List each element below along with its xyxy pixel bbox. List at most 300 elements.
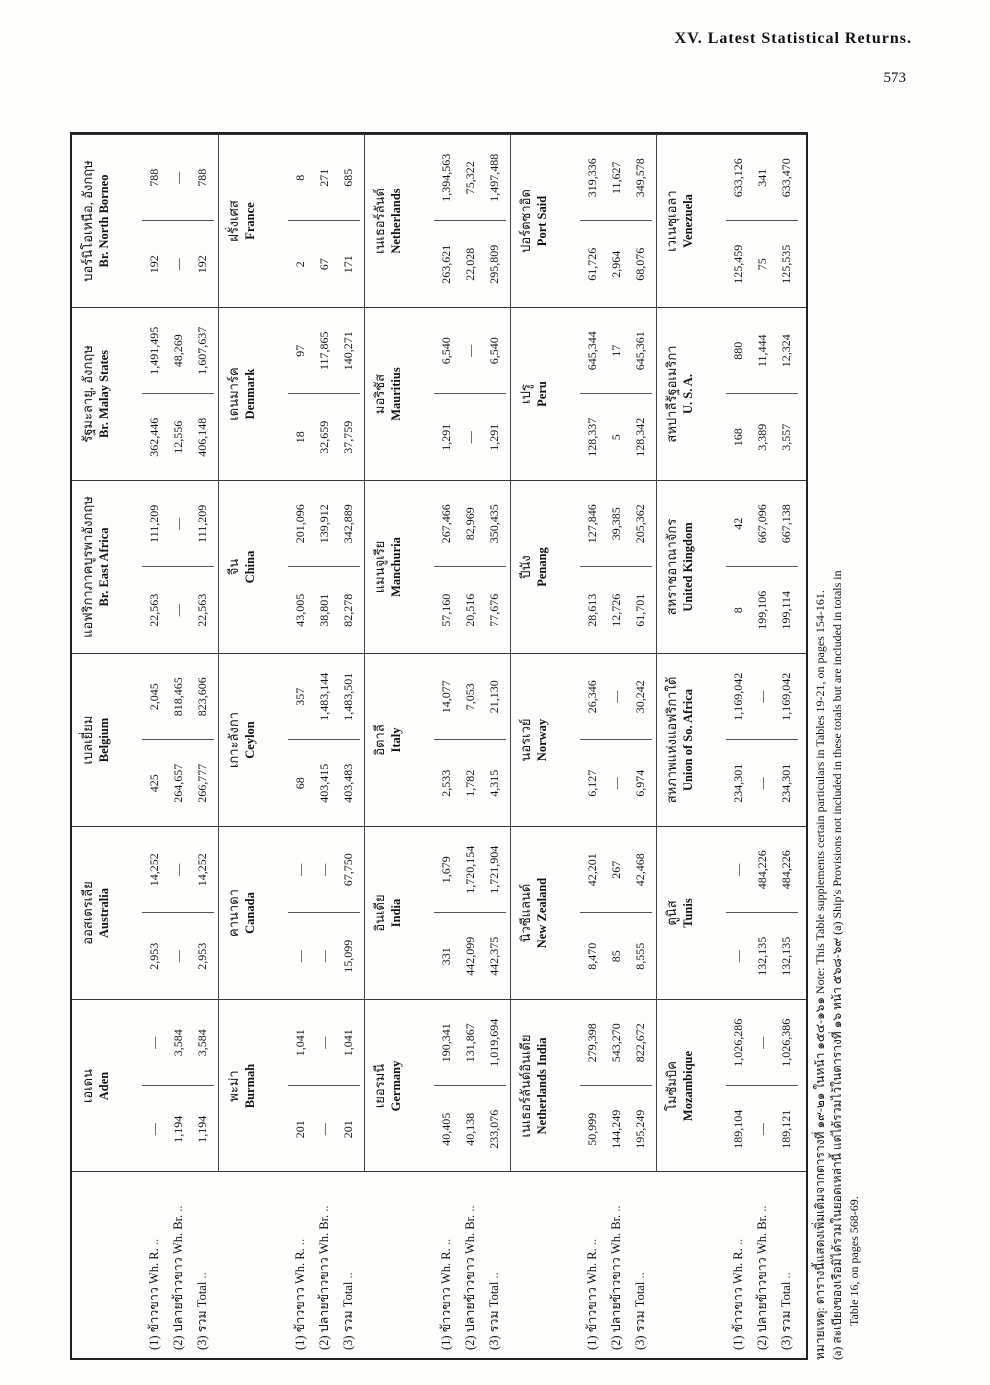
row-label-english: Total: [341, 1281, 355, 1308]
country-name-english: United Kingdom: [681, 522, 695, 612]
country-name-english: Norway: [535, 718, 549, 762]
country-name-english: Mozambique: [681, 1050, 695, 1122]
country-name-english: Italy: [389, 727, 403, 753]
value-row: [774, 654, 798, 826]
quantity-value: 4,315: [482, 740, 506, 827]
block-divider: [218, 134, 219, 1172]
country-name-english: Tunis: [681, 898, 695, 928]
quantity-value: 2,953: [142, 913, 166, 1000]
value-row: [434, 481, 458, 653]
value-value: 484,226: [779, 850, 793, 890]
country-name-english: Netherlands India: [535, 1037, 549, 1135]
row-label: [628, 1174, 652, 1350]
country-name: [226, 135, 258, 307]
row-label-block: [142, 1174, 214, 1350]
country-name-english: Port Said: [535, 195, 549, 247]
quantity-value: 171: [336, 221, 360, 308]
value-value: 1,019,694: [487, 1018, 501, 1067]
value-row: [750, 827, 774, 999]
row-label: [604, 1174, 628, 1350]
quantity-value: 128,337: [580, 394, 604, 481]
value-row: [774, 481, 798, 653]
value-row: [726, 135, 750, 307]
value-value: 12,324: [779, 334, 793, 368]
row-label-thai: ข้าวขาว: [147, 1284, 161, 1333]
value-value: 267,466: [439, 504, 453, 544]
value-value: 1,041: [293, 1029, 307, 1057]
value-value: 6,540: [487, 337, 501, 365]
value-value: 42,201: [585, 853, 599, 887]
value-value: 42: [731, 517, 745, 530]
quantity-value: 38,801: [312, 567, 336, 654]
quantity-value: —: [312, 913, 336, 1000]
value-value: —: [293, 863, 307, 876]
row-label-block: [434, 1174, 506, 1350]
value-value: 205,362: [633, 504, 647, 544]
row-label: [312, 1174, 336, 1350]
value-row: [190, 1000, 214, 1172]
country-name-thai: ออสเตรเลีย: [80, 881, 95, 945]
value-value: 667,096: [755, 504, 769, 544]
value-rows: [726, 135, 798, 307]
quantity-value: 77,676: [482, 567, 506, 654]
value-row: [774, 827, 798, 999]
country-name-thai: เนเธอร์ลันด์อินเดีย: [518, 1034, 533, 1138]
value-value: —: [317, 863, 331, 876]
country-name: [372, 308, 404, 480]
quantity-value: 442,099: [458, 913, 482, 1000]
country-name-english: Netherlands: [389, 188, 403, 254]
value-row: [580, 308, 604, 480]
row-label-thai: ปลายข้าวขาว: [609, 1254, 623, 1333]
country-name-thai: โมซัมบิค: [664, 1061, 679, 1111]
value-value: 7,053: [463, 683, 477, 711]
value-rows: [142, 654, 214, 826]
quantity-value: 2,953: [190, 913, 214, 1000]
value-value: 127,846: [585, 504, 599, 544]
country-name: [518, 1000, 550, 1172]
value-row: [458, 308, 482, 480]
value-value: 3,584: [171, 1029, 185, 1057]
quantity-value: 1,194: [190, 1086, 214, 1173]
value-value: 139,912: [317, 504, 331, 544]
value-rows: [434, 308, 506, 480]
value-row: [190, 481, 214, 653]
value-row: [166, 827, 190, 999]
country-name: [80, 654, 112, 826]
value-row: [288, 135, 312, 307]
value-row: [458, 827, 482, 999]
value-value: 1,721,904: [487, 845, 501, 894]
quantity-value: —: [166, 913, 190, 1000]
value-rows: [288, 135, 360, 307]
country-name-english: Germany: [389, 1060, 403, 1112]
value-value: 667,138: [779, 504, 793, 544]
country-name-thai: เกาะลังกา: [226, 711, 241, 769]
leader-dots: ..: [585, 1238, 599, 1249]
value-row: [336, 481, 360, 653]
value-value: 82,969: [463, 507, 477, 541]
value-value: 190,341: [439, 1023, 453, 1063]
country-name-english: Denmark: [243, 368, 257, 420]
country-name-thai: คานาดา: [226, 889, 241, 937]
quantity-value: 2,533: [434, 740, 458, 827]
country-name-english: New Zealand: [535, 877, 549, 949]
value-row: [482, 1000, 506, 1172]
block-divider: [510, 134, 511, 1172]
value-rows: [288, 827, 360, 999]
row-label-english: Total: [487, 1281, 501, 1308]
value-row: [142, 308, 166, 480]
value-value: 111,209: [147, 504, 161, 543]
country-column: [72, 653, 806, 826]
value-row: [726, 1000, 750, 1172]
value-value: 131,867: [463, 1023, 477, 1063]
value-row: [482, 135, 506, 307]
row-number: (3): [487, 1332, 501, 1350]
quantity-value: 442,375: [482, 913, 506, 1000]
value-value: 1,026,286: [731, 1018, 745, 1067]
value-rows: [288, 654, 360, 826]
country-name-thai: เวเนซุเอลา: [664, 190, 679, 252]
value-value: 75,322: [463, 161, 477, 195]
value-value: —: [171, 517, 185, 530]
value-value: 26,346: [585, 680, 599, 714]
country-name: [372, 654, 404, 826]
country-name: [518, 827, 550, 999]
value-row: [604, 481, 628, 653]
value-rows: [580, 481, 652, 653]
value-row: [482, 654, 506, 826]
value-rows: [434, 654, 506, 826]
value-value: 39,385: [609, 507, 623, 541]
value-value: 6,540: [439, 337, 453, 365]
row-number: (2): [609, 1332, 623, 1350]
quantity-value: 12,726: [604, 567, 628, 654]
value-rows: [726, 827, 798, 999]
country-name: [664, 827, 696, 999]
country-name: [518, 481, 550, 653]
country-name-english: Br. East Africa: [97, 527, 111, 607]
quantity-value: 295,809: [482, 221, 506, 308]
value-value: 117,865: [317, 331, 331, 371]
value-row: [580, 135, 604, 307]
value-value: 2,045: [147, 683, 161, 711]
value-row: [336, 1000, 360, 1172]
quantity-value: 1,194: [166, 1086, 190, 1173]
value-rows: [580, 308, 652, 480]
country-name-thai: สหปาลีรัฐอเมริกา: [664, 345, 679, 443]
value-rows: [580, 827, 652, 999]
country-name: [226, 308, 258, 480]
value-row: [288, 308, 312, 480]
country-name: [372, 827, 404, 999]
quantity-value: 144,249: [604, 1086, 628, 1173]
value-row: [434, 827, 458, 999]
value-rows: [142, 481, 214, 653]
quantity-value: 189,121: [774, 1086, 798, 1173]
quantity-value: 234,301: [726, 740, 750, 827]
country-name-thai: ตูนิส: [664, 900, 679, 926]
country-column: [72, 307, 806, 480]
value-value: —: [463, 344, 477, 357]
note-line-2: (a) สะเบียงของเรือมิได้รวมในยอดเหล่านี้ แต่ได้รวมไว้ในตารางที่ ๑๖ หน้า ๕๖๘-๖๙ (a) Ship's Provisions not included in these totals but are included in totals in: [830, 570, 844, 1360]
value-value: 14,077: [439, 680, 453, 714]
country-name-english: U. S. A.: [681, 374, 695, 414]
value-row: [142, 1000, 166, 1172]
quantity-value: 125,459: [726, 221, 750, 308]
value-row: [482, 481, 506, 653]
quantity-value: 201: [336, 1086, 360, 1173]
value-row: [288, 1000, 312, 1172]
value-rows: [726, 1000, 798, 1172]
value-rows: [580, 1000, 652, 1172]
quantity-value: —: [312, 1086, 336, 1173]
leader-dots: ..: [147, 1238, 161, 1249]
value-value: 349,578: [633, 158, 647, 198]
value-row: [142, 135, 166, 307]
quantity-value: 2,964: [604, 221, 628, 308]
block-divider: [656, 134, 657, 1172]
value-value: 1,041: [341, 1029, 355, 1057]
country-name-english: Br. North Borneo: [97, 174, 111, 268]
row-label: [774, 1174, 798, 1350]
quantity-value: 1,782: [458, 740, 482, 827]
country-name-english: Aden: [97, 1071, 111, 1101]
quantity-value: 201: [288, 1086, 312, 1173]
value-value: 357: [293, 687, 307, 706]
value-row: [604, 308, 628, 480]
value-value: 111,209: [195, 504, 209, 543]
quantity-value: 6,974: [628, 740, 652, 827]
value-row: [628, 654, 652, 826]
country-name-english: Canada: [243, 892, 257, 934]
country-name-thai: ฝรั่งเศส: [226, 200, 241, 242]
value-row: [628, 308, 652, 480]
row-label-english: Total: [633, 1281, 647, 1308]
country-name-thai: จีน: [226, 558, 241, 576]
quantity-value: 40,405: [434, 1086, 458, 1173]
value-row: [458, 135, 482, 307]
value-value: 822,672: [633, 1023, 647, 1063]
quantity-value: —: [288, 913, 312, 1000]
row-number: (2): [755, 1332, 769, 1350]
country-name-thai: อินเดีย: [372, 894, 387, 932]
quantity-value: 22,028: [458, 221, 482, 308]
leader-dots: ..: [487, 1272, 501, 1282]
value-rows: [142, 308, 214, 480]
value-value: 880: [731, 341, 745, 360]
country-name: [664, 135, 696, 307]
row-label: [336, 1174, 360, 1350]
value-row: [482, 827, 506, 999]
country-name-thai: นอรเวย์: [518, 718, 533, 762]
value-value: 633,470: [779, 158, 793, 198]
row-label-english: Wh. R.: [147, 1248, 161, 1284]
value-rows: [726, 654, 798, 826]
value-value: 1,169,042: [731, 672, 745, 721]
value-row: [166, 481, 190, 653]
value-value: 1,394,563: [439, 153, 453, 202]
value-row: [434, 654, 458, 826]
value-value: 1,483,144: [317, 672, 331, 721]
quantity-value: 266,777: [190, 740, 214, 827]
quantity-value: 192: [142, 221, 166, 308]
country-name: [664, 308, 696, 480]
row-label: [482, 1174, 506, 1350]
country-name: [518, 135, 550, 307]
row-label-english: Wh. R.: [293, 1248, 307, 1284]
value-value: —: [317, 1036, 331, 1049]
quantity-value: 8,470: [580, 913, 604, 1000]
value-row: [336, 654, 360, 826]
country-name: [80, 481, 112, 653]
country-name-thai: เปรู: [518, 384, 533, 404]
value-value: —: [731, 863, 745, 876]
row-number: (1): [293, 1332, 307, 1350]
value-value: 342,889: [341, 504, 355, 544]
value-row: [628, 135, 652, 307]
quantity-value: 199,106: [750, 567, 774, 654]
value-row: [750, 1000, 774, 1172]
row-label-english: Wh. Br.: [171, 1214, 185, 1255]
row-number: (2): [317, 1332, 331, 1350]
value-row: [604, 1000, 628, 1172]
value-row: [142, 654, 166, 826]
country-column: [72, 826, 806, 999]
leader-dots: ..: [633, 1272, 647, 1282]
value-row: [458, 481, 482, 653]
country-name-thai: สหราชอาณาจักร: [664, 518, 679, 616]
row-number: (1): [147, 1332, 161, 1350]
country-name-english: Mauritius: [389, 367, 403, 421]
leader-dots: ..: [317, 1205, 331, 1215]
quantity-value: 403,415: [312, 740, 336, 827]
value-row: [434, 308, 458, 480]
value-row: [166, 308, 190, 480]
value-value: 633,126: [731, 158, 745, 198]
quantity-value: 32,659: [312, 394, 336, 481]
quantity-value: 37,759: [336, 394, 360, 481]
quantity-value: 5: [604, 394, 628, 481]
value-row: [434, 1000, 458, 1172]
value-value: 279,398: [585, 1023, 599, 1063]
value-value: 11,627: [609, 161, 623, 195]
value-row: [726, 481, 750, 653]
value-value: 1,679: [439, 856, 453, 884]
quantity-value: 22,563: [142, 567, 166, 654]
quantity-value: 195,249: [628, 1086, 652, 1173]
country-name-english: Peru: [535, 381, 549, 407]
value-row: [288, 827, 312, 999]
country-name-english: Ceylon: [243, 721, 257, 759]
value-value: 1,497,488: [487, 153, 501, 202]
note-line-3: Table 16, on pages 568-69.: [847, 1196, 861, 1326]
quantity-value: 50,999: [580, 1086, 604, 1173]
row-label: [190, 1174, 214, 1350]
country-name-english: Belgium: [97, 717, 111, 763]
value-rows: [142, 827, 214, 999]
row-number: (1): [585, 1332, 599, 1350]
quantity-value: 15,099: [336, 913, 360, 1000]
value-row: [166, 135, 190, 307]
row-label-block: [580, 1174, 652, 1350]
country-column: [72, 999, 806, 1172]
value-row: [726, 308, 750, 480]
leader-dots: ..: [171, 1205, 185, 1215]
value-rows: [288, 1000, 360, 1172]
country-name-thai: แมนจูเรีย: [372, 540, 387, 594]
quantity-value: 425: [142, 740, 166, 827]
quantity-value: 8: [726, 567, 750, 654]
country-name-thai: เบลเยี่ยม: [80, 715, 95, 765]
value-row: [190, 654, 214, 826]
country-name-thai: พะม่า: [226, 1070, 241, 1102]
row-label-block: [288, 1174, 360, 1350]
value-row: [312, 481, 336, 653]
quantity-value: 2: [288, 221, 312, 308]
value-value: 11,444: [755, 334, 769, 368]
value-value: —: [755, 1036, 769, 1049]
value-row: [604, 827, 628, 999]
value-value: 42,468: [633, 853, 647, 887]
leader-dots: ..: [439, 1238, 453, 1249]
value-row: [726, 827, 750, 999]
quantity-value: —: [142, 1086, 166, 1173]
value-value: 271: [317, 168, 331, 187]
value-value: 1,483,501: [341, 672, 355, 721]
country-name-english: Manchuria: [389, 537, 403, 597]
row-label-thai: ปลายข้าวขาว: [317, 1254, 331, 1333]
row-number: (3): [633, 1332, 647, 1350]
leader-dots: ..: [341, 1272, 355, 1282]
row-number: (1): [731, 1332, 745, 1350]
country-name-thai: รัฐมะลายู, อังกฤษ: [80, 345, 95, 443]
row-label-thai: รวม: [633, 1307, 647, 1333]
quantity-value: 132,135: [774, 913, 798, 1000]
quantity-value: 128,342: [628, 394, 652, 481]
value-row: [142, 827, 166, 999]
value-rows: [142, 1000, 214, 1172]
value-row: [580, 481, 604, 653]
statistics-table: [70, 132, 808, 1360]
value-value: 8: [293, 174, 307, 181]
row-number: (3): [779, 1332, 793, 1350]
value-value: 48,269: [171, 334, 185, 368]
country-name-english: Union of So. Africa: [681, 688, 695, 792]
value-rows: [142, 135, 214, 307]
country-name-thai: ปีนัง: [518, 555, 533, 579]
leader-dots: ..: [293, 1238, 307, 1249]
row-label-english: Wh. Br.: [317, 1214, 331, 1255]
value-row: [458, 1000, 482, 1172]
row-label-thai: ข้าวขาว: [731, 1284, 745, 1333]
quantity-value: 43,005: [288, 567, 312, 654]
value-row: [628, 827, 652, 999]
country-name-english: Australia: [97, 888, 111, 938]
quantity-value: —: [750, 740, 774, 827]
value-value: 788: [147, 168, 161, 187]
row-label-thai: รวม: [779, 1307, 793, 1333]
country-name-english: Br. Malay States: [97, 349, 111, 439]
quantity-value: 1,291: [482, 394, 506, 481]
row-label-thai: รวม: [195, 1307, 209, 1333]
value-rows: [726, 481, 798, 653]
country-name-english: India: [389, 898, 403, 928]
value-row: [750, 654, 774, 826]
row-label: [458, 1174, 482, 1350]
country-name: [664, 481, 696, 653]
